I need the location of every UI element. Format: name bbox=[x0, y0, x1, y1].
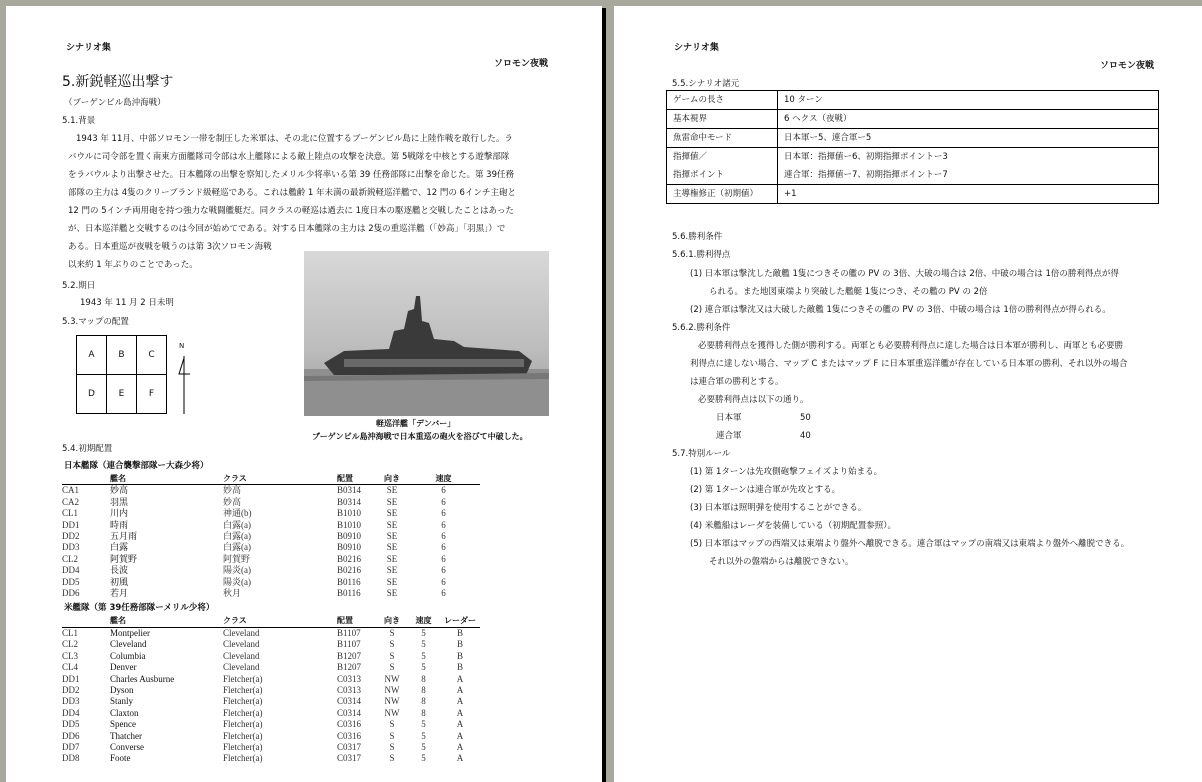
column-header bbox=[62, 473, 110, 485]
table-cell: A bbox=[456, 696, 464, 707]
table-cell: 白露(a) bbox=[223, 542, 251, 553]
table-cell: A bbox=[456, 707, 464, 718]
table-cell: DD6 bbox=[62, 730, 80, 741]
table-cell: S bbox=[389, 650, 395, 661]
header-right: ソロモン夜戦 bbox=[493, 59, 548, 69]
section-subtitle: （ブーゲンビル島沖海戦） bbox=[64, 98, 166, 108]
special-rule: (1) 第 1ターンは先攻側砲撃フェイズより始まる。 bbox=[690, 467, 883, 477]
required-points-side: 連合軍 bbox=[716, 431, 742, 441]
table-cell: NW bbox=[384, 684, 400, 695]
table-cell: 6 bbox=[441, 565, 446, 576]
document-page-2 bbox=[614, 6, 1202, 782]
table-row bbox=[62, 508, 480, 519]
north-arrow-icon bbox=[176, 354, 192, 416]
table-cell: C0313 bbox=[337, 684, 362, 695]
table-cell: Stanly bbox=[110, 696, 134, 707]
heading-5-6-2: 5.6.2.勝利条件 bbox=[672, 323, 731, 333]
table-cell: S bbox=[389, 719, 395, 730]
table-cell: CL2 bbox=[62, 553, 79, 564]
table-cell: 6 bbox=[441, 553, 446, 564]
table-cell: CA1 bbox=[62, 485, 80, 496]
table-row bbox=[62, 696, 480, 707]
background-line: 部隊の主力は 4隻のクリーブランド級軽巡である。これは艦齢 1 年未満の最新鋭軽巡洋艦で、12 門の 6インチ主砲と bbox=[68, 188, 516, 198]
table-cell: C0317 bbox=[337, 753, 362, 764]
table-cell: A bbox=[456, 730, 464, 741]
table-cell: Fletcher(a) bbox=[223, 673, 263, 684]
table-cell: Cleveland bbox=[223, 650, 260, 661]
background-line: をラバウルより出撃させた。日本艦隊の出撃を察知したメリル少将率いる第 39 任務部隊に出撃を命じた。第 39任務 bbox=[68, 170, 514, 180]
table-cell: DD2 bbox=[62, 684, 80, 695]
special-rule: (3) 日本軍は照明弾を使用することができる。 bbox=[690, 503, 867, 513]
table-cell: A bbox=[456, 673, 464, 684]
table-cell: DD5 bbox=[62, 719, 80, 730]
table-cell: Converse bbox=[110, 741, 144, 752]
table-cell: A bbox=[456, 684, 464, 695]
us-fleet-table bbox=[62, 615, 480, 764]
background-line: 以来約 1 年ぶりのことであった。 bbox=[68, 260, 198, 270]
required-points-value: 50 bbox=[800, 413, 811, 423]
table-cell: DD5 bbox=[62, 576, 80, 587]
table-cell: 6 bbox=[441, 496, 446, 507]
spec-label: ゲームの長さ bbox=[667, 91, 778, 110]
header-left: シナリオ集 bbox=[674, 43, 719, 53]
table-cell: C0313 bbox=[337, 673, 362, 684]
table-cell: 8 bbox=[421, 673, 426, 684]
spec-label: 魚雷命中モード bbox=[667, 129, 778, 148]
column-header: 艦名 bbox=[110, 473, 223, 485]
table-row bbox=[62, 639, 480, 650]
table-cell: B bbox=[456, 639, 463, 650]
map-layout-grid bbox=[76, 335, 167, 414]
background-line: 12 門の 5インチ両用砲を持つ強力な戦闘艦艇だ。同クラスの軽巡は過去に 1度日本の駆逐艦と交戦したことはあった bbox=[68, 206, 514, 216]
table-cell: 白露 bbox=[110, 542, 129, 553]
table-cell: Fletcher(a) bbox=[223, 684, 263, 695]
table-cell: 5 bbox=[421, 719, 426, 730]
table-cell: Dyson bbox=[110, 684, 134, 695]
table-cell: 6 bbox=[441, 519, 446, 530]
spec-label: 基本視界 bbox=[667, 110, 778, 129]
table-row bbox=[62, 565, 480, 576]
table-cell: 5 bbox=[421, 639, 426, 650]
table-cell: 5 bbox=[421, 662, 426, 673]
table-cell: B1107 bbox=[337, 639, 361, 650]
table-cell: SE bbox=[386, 542, 398, 553]
table-cell: SE bbox=[386, 519, 398, 530]
table-cell: B0116 bbox=[337, 588, 361, 599]
table-cell: 6 bbox=[441, 542, 446, 553]
table-cell: 妙高 bbox=[110, 485, 129, 496]
spec-value: 日本軍：指揮値ー6、初期指揮ポイントー3 bbox=[778, 148, 1159, 167]
table-cell: S bbox=[389, 627, 395, 638]
table-row bbox=[62, 577, 480, 588]
table-cell: 8 bbox=[421, 684, 426, 695]
table-cell: Fletcher(a) bbox=[223, 753, 263, 764]
photo-caption-title: 軽巡洋艦「デンバー」 bbox=[376, 419, 456, 428]
table-cell: B1207 bbox=[337, 650, 362, 661]
special-rule-cont: それ以外の盤端からは離脱できない。 bbox=[709, 557, 854, 567]
spec-value: +1 bbox=[778, 185, 1159, 204]
table-cell: S bbox=[389, 639, 395, 650]
table-cell: DD3 bbox=[62, 696, 80, 707]
table-cell: 白露(a) bbox=[223, 531, 251, 542]
heading-5-6-1: 5.6.1.勝利得点 bbox=[672, 250, 731, 260]
table-cell: 秋月 bbox=[223, 588, 242, 599]
table-row bbox=[62, 531, 480, 542]
table-cell: 6 bbox=[441, 485, 446, 496]
heading-5-5: 5.5.シナリオ諸元 bbox=[672, 79, 740, 89]
table-cell: SE bbox=[386, 485, 398, 496]
table-cell: C0316 bbox=[337, 730, 362, 741]
table-cell: SE bbox=[386, 588, 398, 599]
table-cell: 陽炎(a) bbox=[223, 576, 251, 587]
table-cell: Cleveland bbox=[110, 639, 147, 650]
column-header: 艦名 bbox=[110, 615, 223, 627]
document-page-1 bbox=[6, 6, 602, 782]
table-row bbox=[62, 588, 480, 599]
table-cell: CL1 bbox=[62, 508, 79, 519]
table-cell: CL3 bbox=[62, 650, 79, 661]
table-row bbox=[62, 497, 480, 508]
warship-photo bbox=[304, 251, 549, 416]
table-cell: 五月雨 bbox=[110, 531, 138, 542]
table-cell: B1207 bbox=[337, 662, 362, 673]
photo-caption-text: ブーゲンビル島沖海戦で日本重巡の砲火を浴びて中破した。 bbox=[312, 432, 528, 441]
spec-label: 指揮ポイント bbox=[667, 166, 778, 185]
heading-5-1: 5.1.背景 bbox=[62, 116, 96, 126]
table-cell: Thatcher bbox=[110, 730, 142, 741]
table-cell: B bbox=[456, 662, 463, 673]
table-cell: CL2 bbox=[62, 639, 79, 650]
table-cell: B0314 bbox=[337, 485, 362, 496]
table-cell: Cleveland bbox=[223, 662, 260, 673]
table-cell: Fletcher(a) bbox=[223, 741, 263, 752]
table-cell: NW bbox=[384, 696, 400, 707]
table-row bbox=[62, 662, 480, 673]
table-cell: Fletcher(a) bbox=[223, 730, 263, 741]
heading-5-6: 5.6.勝利条件 bbox=[672, 232, 723, 242]
table-cell: B0216 bbox=[337, 565, 362, 576]
scenario-spec-table bbox=[666, 90, 1159, 204]
column-header: 配置 bbox=[337, 473, 377, 485]
map-cell: E bbox=[107, 375, 137, 414]
table-row bbox=[62, 627, 480, 639]
table-cell: 川内 bbox=[110, 508, 129, 519]
table-cell: 初風 bbox=[110, 576, 129, 587]
section-title: 5.新鋭軽巡出撃す bbox=[62, 74, 174, 90]
victory-points-rule-1: (1) 日本軍は撃沈した敵艦 1隻につきその艦の PV の 3倍、大破の場合は 2倍、中破の場合は 1倍の勝利得点が得 bbox=[690, 269, 1119, 279]
table-row bbox=[62, 753, 480, 764]
heading-5-7: 5.7.特別ルール bbox=[672, 449, 731, 459]
table-cell: A bbox=[456, 719, 464, 730]
table-cell: 阿賀野 bbox=[223, 553, 251, 564]
column-header: 向き bbox=[377, 615, 407, 627]
table-cell: Claxton bbox=[110, 707, 139, 718]
table-cell: S bbox=[389, 741, 395, 752]
table-row bbox=[62, 542, 480, 553]
table-cell: 6 bbox=[441, 576, 446, 587]
victory-points-rule-1-cont: られる。また地図東端より突破した艦艇 1隻につき、その艦の PV の 2倍 bbox=[709, 287, 988, 297]
table-row bbox=[62, 520, 480, 531]
spec-value: 連合軍：指揮値ー7、初期指揮ポイントー7 bbox=[778, 166, 1159, 185]
table-cell: B0910 bbox=[337, 531, 362, 542]
table-cell: 5 bbox=[421, 741, 426, 752]
heading-5-4: 5.4.初期配置 bbox=[62, 444, 113, 454]
table-cell: B1107 bbox=[337, 627, 361, 638]
page-shadow bbox=[602, 8, 606, 782]
table-cell: Fletcher(a) bbox=[223, 696, 263, 707]
heading-5-2: 5.2.期日 bbox=[62, 281, 96, 291]
table-cell: CA2 bbox=[62, 496, 80, 507]
table-row bbox=[62, 742, 480, 753]
table-cell: Cleveland bbox=[223, 627, 260, 638]
header-left: シナリオ集 bbox=[66, 43, 111, 53]
us-fleet-heading: 米艦隊（第 39任務部隊ーメリル少将） bbox=[64, 603, 215, 614]
initial-setup-section bbox=[62, 444, 492, 765]
background-line: バウルに司令部を置く南東方面艦隊司令部は水上艦隊による敵上陸点の攻撃を決意。第 5戦隊を中核とする遊撃部隊 bbox=[68, 152, 510, 162]
table-cell: A bbox=[456, 741, 464, 752]
table-cell: CL1 bbox=[62, 627, 79, 638]
column-header: 速度 bbox=[407, 615, 440, 627]
table-cell: NW bbox=[384, 707, 400, 718]
table-cell: 長波 bbox=[110, 565, 129, 576]
table-cell: 時雨 bbox=[110, 519, 129, 530]
table-cell: B0910 bbox=[337, 542, 362, 553]
table-cell: NW bbox=[384, 673, 400, 684]
required-points-value: 40 bbox=[800, 431, 811, 441]
table-cell: DD4 bbox=[62, 707, 80, 718]
table-row bbox=[62, 685, 480, 696]
table-cell: S bbox=[389, 730, 395, 741]
table-cell: 5 bbox=[421, 650, 426, 661]
table-cell: 6 bbox=[441, 588, 446, 599]
table-cell: CL4 bbox=[62, 662, 79, 673]
map-cell: A bbox=[77, 336, 107, 375]
special-rule: (2) 第 1ターンは連合軍が先攻とする。 bbox=[690, 485, 841, 495]
special-rule: (5) 日本軍はマップの西端又は東端より盤外へ離脱できる。連合軍はマップの南端又は東端より盤外へ離脱できる。 bbox=[690, 539, 1130, 549]
table-cell: DD1 bbox=[62, 673, 80, 684]
table-row bbox=[62, 719, 480, 730]
table-cell: Fletcher(a) bbox=[223, 719, 263, 730]
table-cell: B0314 bbox=[337, 496, 362, 507]
background-line: 1943 年 11月、中部ソロモン一帯を制圧した米軍は、その北に位置するブーゲンビル島に上陸作戦を敢行した。ラ bbox=[76, 134, 513, 144]
table-cell: SE bbox=[386, 496, 398, 507]
table-cell: DD7 bbox=[62, 741, 80, 752]
table-cell: 白露(a) bbox=[223, 519, 251, 530]
table-cell: B1010 bbox=[337, 508, 362, 519]
table-cell: Columbia bbox=[110, 650, 146, 661]
table-cell: Montpelier bbox=[110, 627, 150, 638]
table-row bbox=[62, 708, 480, 719]
table-cell: B0216 bbox=[337, 553, 362, 564]
table-cell: B0116 bbox=[337, 576, 361, 587]
map-cell: F bbox=[137, 375, 167, 414]
table-cell: B bbox=[456, 650, 463, 661]
table-cell: C0314 bbox=[337, 696, 362, 707]
special-rule: (4) 米艦船はレーダを装備している（初期配置参照）。 bbox=[690, 521, 896, 531]
table-cell: Denver bbox=[110, 662, 137, 673]
table-cell: 阿賀野 bbox=[110, 553, 138, 564]
table-cell: Cleveland bbox=[223, 639, 260, 650]
spec-value: 10 ターン bbox=[778, 91, 1159, 110]
table-cell: 羽黒 bbox=[110, 496, 129, 507]
column-header: 速度 bbox=[407, 473, 480, 485]
japan-fleet-heading: 日本艦隊（連合襲撃部隊ー大森少将） bbox=[64, 461, 209, 471]
victory-condition-line: 利得点に達しない場合、マップ C またはマップ F に日本軍重巡洋艦が存在している日本軍の勝利、それ以外の場合 bbox=[690, 359, 1128, 369]
background-line: が、日本巡洋艦と交戦するのは今回が始めてである。対する日本艦隊の主力は 2隻の重巡洋艦（「妙高」「羽黒」）で bbox=[68, 224, 506, 234]
required-points-intro: 必要勝利得点は以下の通り。 bbox=[698, 395, 809, 405]
heading-5-3: 5.3.マップの配置 bbox=[62, 317, 129, 327]
table-row bbox=[62, 651, 480, 662]
date-text: 1943 年 11 月 2 日未明 bbox=[80, 298, 174, 308]
map-cell: C bbox=[137, 336, 167, 375]
table-cell: 陽炎(a) bbox=[223, 565, 251, 576]
table-cell: SE bbox=[386, 508, 398, 519]
table-cell: A bbox=[456, 753, 464, 764]
map-cell: B bbox=[107, 336, 137, 375]
north-label: N bbox=[179, 342, 185, 350]
victory-condition-line: は連合軍の勝利とする。 bbox=[690, 377, 784, 387]
table-cell: 5 bbox=[421, 753, 426, 764]
column-header: 向き bbox=[377, 473, 407, 485]
table-cell: S bbox=[389, 753, 395, 764]
table-cell: DD4 bbox=[62, 565, 80, 576]
table-cell: Charles Ausburne bbox=[110, 673, 175, 684]
table-cell: SE bbox=[386, 576, 398, 587]
column-header: クラス bbox=[223, 473, 337, 485]
table-cell: SE bbox=[386, 531, 398, 542]
table-cell: Foote bbox=[110, 753, 131, 764]
table-cell: DD6 bbox=[62, 588, 80, 599]
header-right: ソロモン夜戦 bbox=[1099, 61, 1154, 71]
table-row bbox=[62, 674, 480, 685]
table-cell: 6 bbox=[441, 531, 446, 542]
table-cell: 8 bbox=[421, 696, 426, 707]
table-cell: 妙高 bbox=[223, 496, 242, 507]
table-cell: DD2 bbox=[62, 531, 80, 542]
table-row bbox=[62, 485, 480, 497]
table-cell: C0317 bbox=[337, 741, 362, 752]
table-cell: SE bbox=[386, 565, 398, 576]
japan-fleet-table bbox=[62, 473, 480, 599]
table-cell: 5 bbox=[421, 730, 426, 741]
spec-value: 6 ヘクス（夜戦） bbox=[778, 110, 1159, 129]
table-cell: Spence bbox=[110, 719, 136, 730]
column-header: クラス bbox=[223, 615, 337, 627]
victory-points-rule-2: (2) 連合軍は撃沈又は大破した敵艦 1隻につきその艦の PV の 3倍、中破の場合は 1倍の勝利得点が得られる。 bbox=[690, 305, 1111, 315]
spec-value: 日本軍ー5、連合軍ー5 bbox=[778, 129, 1159, 148]
spec-label: 主導権修正（初期値） bbox=[667, 185, 778, 204]
table-cell: 神通(b) bbox=[223, 508, 252, 519]
table-cell: 妙高 bbox=[223, 485, 242, 496]
background-line: ある。日本重巡が夜戦を戦うのは第 3次ソロモン海戦 bbox=[68, 242, 272, 252]
table-cell: SE bbox=[386, 553, 398, 564]
map-cell: D bbox=[77, 375, 107, 414]
spec-label: 指揮値／ bbox=[667, 148, 778, 167]
victory-condition-line: 必要勝利得点を獲得した側が勝利する。両軍とも必要勝利得点に達した場合は日本軍が勝利し、両軍とも必要勝 bbox=[698, 341, 1124, 351]
table-cell: 5 bbox=[421, 627, 426, 638]
column-header: 配置 bbox=[337, 615, 377, 627]
table-cell: 6 bbox=[441, 508, 446, 519]
table-cell: C0316 bbox=[337, 719, 362, 730]
table-cell: B1010 bbox=[337, 519, 362, 530]
table-cell: 若月 bbox=[110, 588, 129, 599]
table-row bbox=[62, 554, 480, 565]
table-cell: DD3 bbox=[62, 542, 80, 553]
table-cell: S bbox=[389, 662, 395, 673]
column-header bbox=[62, 615, 110, 627]
column-header: レーダー bbox=[440, 615, 480, 627]
required-points-side: 日本軍 bbox=[716, 413, 742, 423]
table-cell: DD8 bbox=[62, 753, 80, 764]
table-cell: C0314 bbox=[337, 707, 362, 718]
table-row bbox=[62, 731, 480, 742]
table-cell: Fletcher(a) bbox=[223, 707, 263, 718]
table-cell: DD1 bbox=[62, 519, 80, 530]
table-cell: 8 bbox=[421, 707, 426, 718]
table-cell: B bbox=[456, 627, 463, 638]
